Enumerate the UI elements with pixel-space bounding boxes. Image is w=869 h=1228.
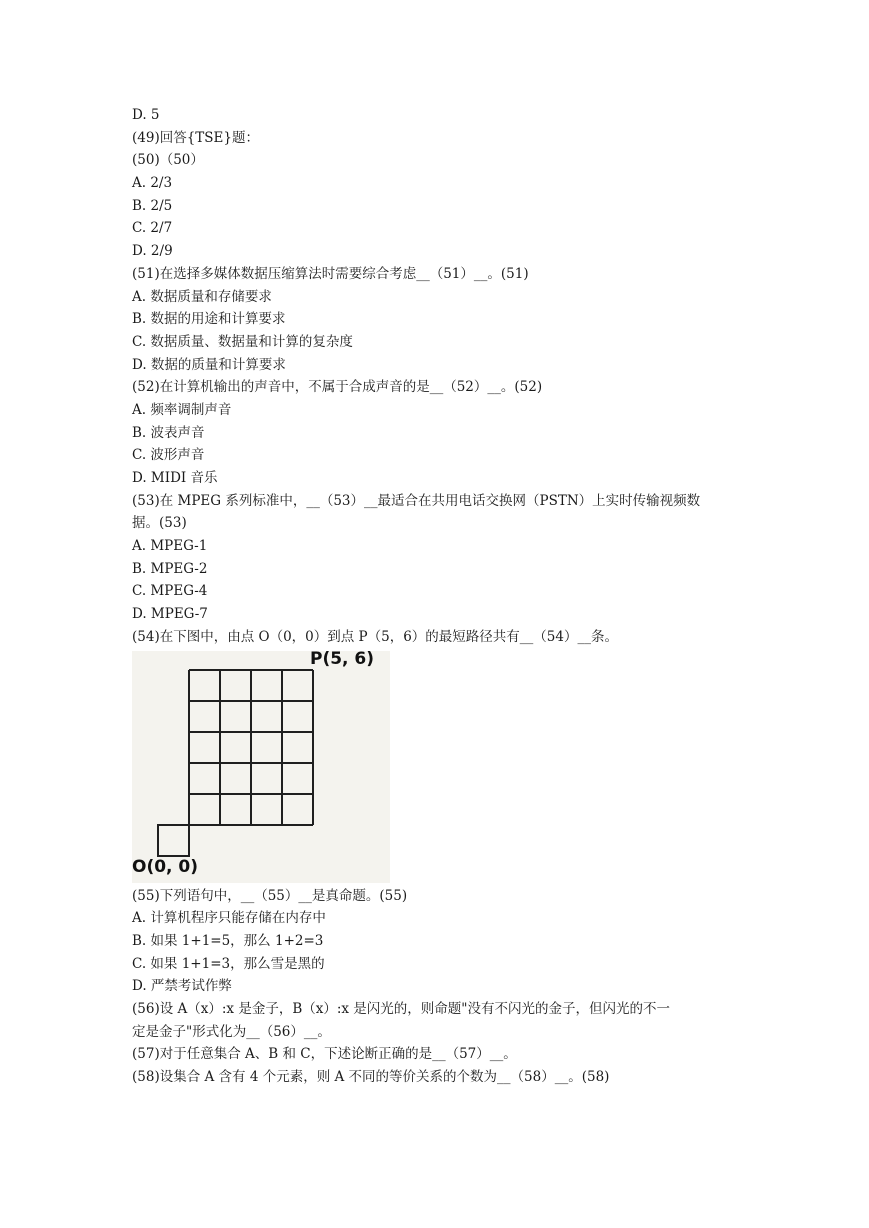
text-line: (56)设 A（x）:x 是金子，B（x）:x 是闪光的，则命题"没有不闪光的金子，但闪光的不一 [132,1000,671,1017]
point-p-label: P(5, 6) [310,648,375,669]
text-line: D. MIDI 音乐 [132,470,218,486]
text-line: (53)在 MPEG 系列标准中，__（53）__最适合在共用电话交换网（PSTN）上实时传输视频数 [132,492,701,509]
text-line: (57)对于任意集合 A、B 和 C，下述论断正确的是__（57）__。 [132,1046,517,1063]
text-line: (51)在选择多媒体数据压缩算法时需要综合考虑__（51）__。(51) [132,265,529,282]
text-line: 定是金子"形式化为__（56）__。 [132,1023,331,1040]
text-line: B. 数据的用途和计算要求 [132,311,286,328]
text-line: (58)设集合 A 含有 4 个元素，则 A 不同的等价关系的个数为__（58）__。(58) [132,1069,610,1085]
text-line: D. MPEG-7 [132,606,208,623]
grid-extra-cell [158,825,189,856]
text-line: A. 频率调制声音 [132,401,232,418]
text-line: (55)下列语句中，__（55）__是真命题。(55) [132,887,408,904]
text-line: (52)在计算机输出的声音中，不属于合成声音的是__（52）__。(52) [132,379,543,396]
text-line: B. 如果 1+1=5，那么 1+2=3 [132,932,324,949]
text-line: A. 2/3 [132,175,173,192]
text-line: C. MPEG-4 [132,583,208,600]
document-page [132,104,742,1089]
grid-diagram [132,648,390,883]
text-line: (49)回答{TSE}题： [132,129,259,146]
text-line: B. 2/5 [132,197,173,214]
text-line: C. 2/7 [132,220,173,237]
grid-figure [132,648,390,883]
text-line: A. 数据质量和存储要求 [132,288,272,305]
point-o-label: O(0, 0) [132,856,199,877]
text-line: A. 计算机程序只能存储在内存中 [132,910,326,927]
question-lines-before-figure [132,104,742,649]
text-line: (50)（50） [132,152,204,169]
text-line: B. 波表声音 [132,424,205,441]
text-line: D. 5 [132,107,160,123]
text-line: C. 数据质量、数据量和计算的复杂度 [132,333,353,350]
text-line: C. 波形声音 [132,447,205,464]
text-line: (54)在下图中，由点 O（0，0）到点 P（5，6）的最短路径共有__（54）__条。 [132,628,618,645]
text-line: D. 数据的质量和计算要求 [132,356,286,373]
text-line: D. 2/9 [132,243,173,260]
text-line: C. 如果 1+1=3，那么雪是黑的 [132,955,325,972]
text-line: B. MPEG-2 [132,560,208,577]
text-line: 据。(53) [132,515,187,532]
question-lines-after-figure [132,885,742,1089]
text-line: A. MPEG-1 [132,538,208,555]
text-line: D. 严禁考试作弊 [132,978,232,995]
